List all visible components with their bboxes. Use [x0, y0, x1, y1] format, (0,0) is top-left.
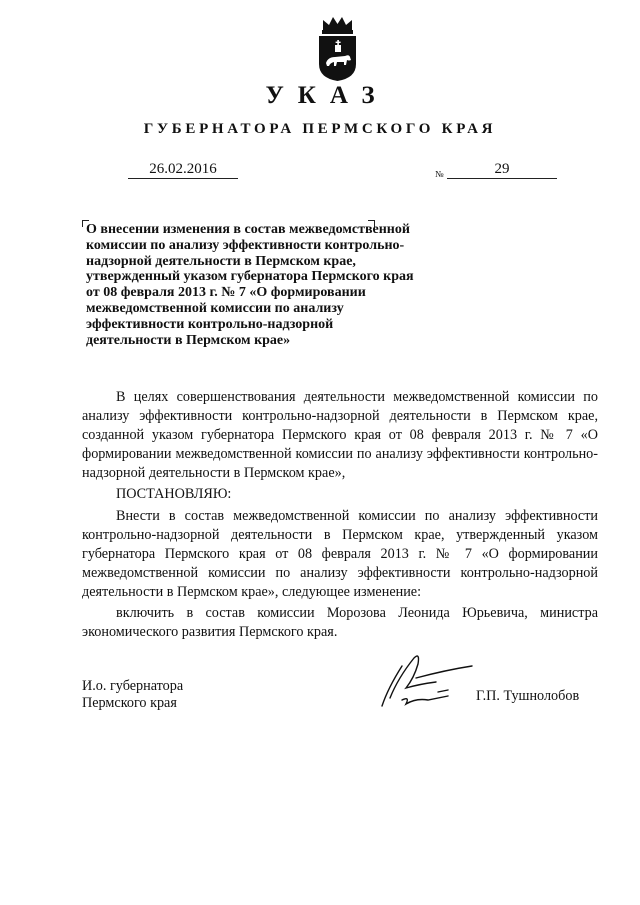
- number-label: №: [435, 169, 444, 179]
- change-paragraph: включить в состав комиссии Морозова Леонида Юрьевича, министра экономического развития Пермского края.: [82, 605, 598, 640]
- document-type-title: УКАЗ: [265, 82, 389, 109]
- decree-number: 29: [447, 160, 557, 179]
- decree-date: 26.02.2016: [128, 160, 238, 179]
- signer-position-line2: Пермского края: [82, 695, 177, 711]
- preamble-paragraph: В целях совершенствования деятельности межведомственной комиссии по анализу эффективности контрольно-надзорной деятельности в Пермском крае, созданной указом губернатора Пермского края от 08 февраля 2013 г. № 7 «О формировании межведомственной комиссии по анализу эффективности контрольно-надзорной деятельности в Пермском крае»,: [82, 389, 598, 481]
- signer-name: Г.П. Тушнолобов: [476, 688, 580, 704]
- decree-word: ПОСТАНОВЛЯЮ:: [116, 486, 232, 502]
- amendment-paragraph: Внести в состав межведомственной комиссии по анализу эффективности контрольно-надзорной деятельности в Пермском крае, утвержденный указом губернатора Пермского края от 08 февраля 2013 г. № 7 «О формировании межведомственной комиссии по анализу эффективности контрольно-надзорной деятельности в Пермском крае», следующее изменение:: [82, 508, 598, 600]
- perm-krai-coat-of-arms-icon: [317, 16, 358, 82]
- signer-position: [82, 678, 183, 712]
- issuer-title: ГУБЕРНАТОРА ПЕРМСКОГО КРАЯ: [143, 121, 497, 137]
- signer-position-line1: И.о. губернатора: [82, 678, 184, 694]
- decree-heading: О внесении изменения в состав межведомственной комиссии по анализу эффективности контрольно-надзорной деятельности в Пермском крае, утвержденный указом губернатора Пермского края от 08 февраля 2013 г. № 7 «О формировании межведомственной комиссии по анализу эффективности контрольно-надзорной деятельности в Пермском крае»: [86, 222, 414, 348]
- handwritten-signature: [376, 648, 476, 712]
